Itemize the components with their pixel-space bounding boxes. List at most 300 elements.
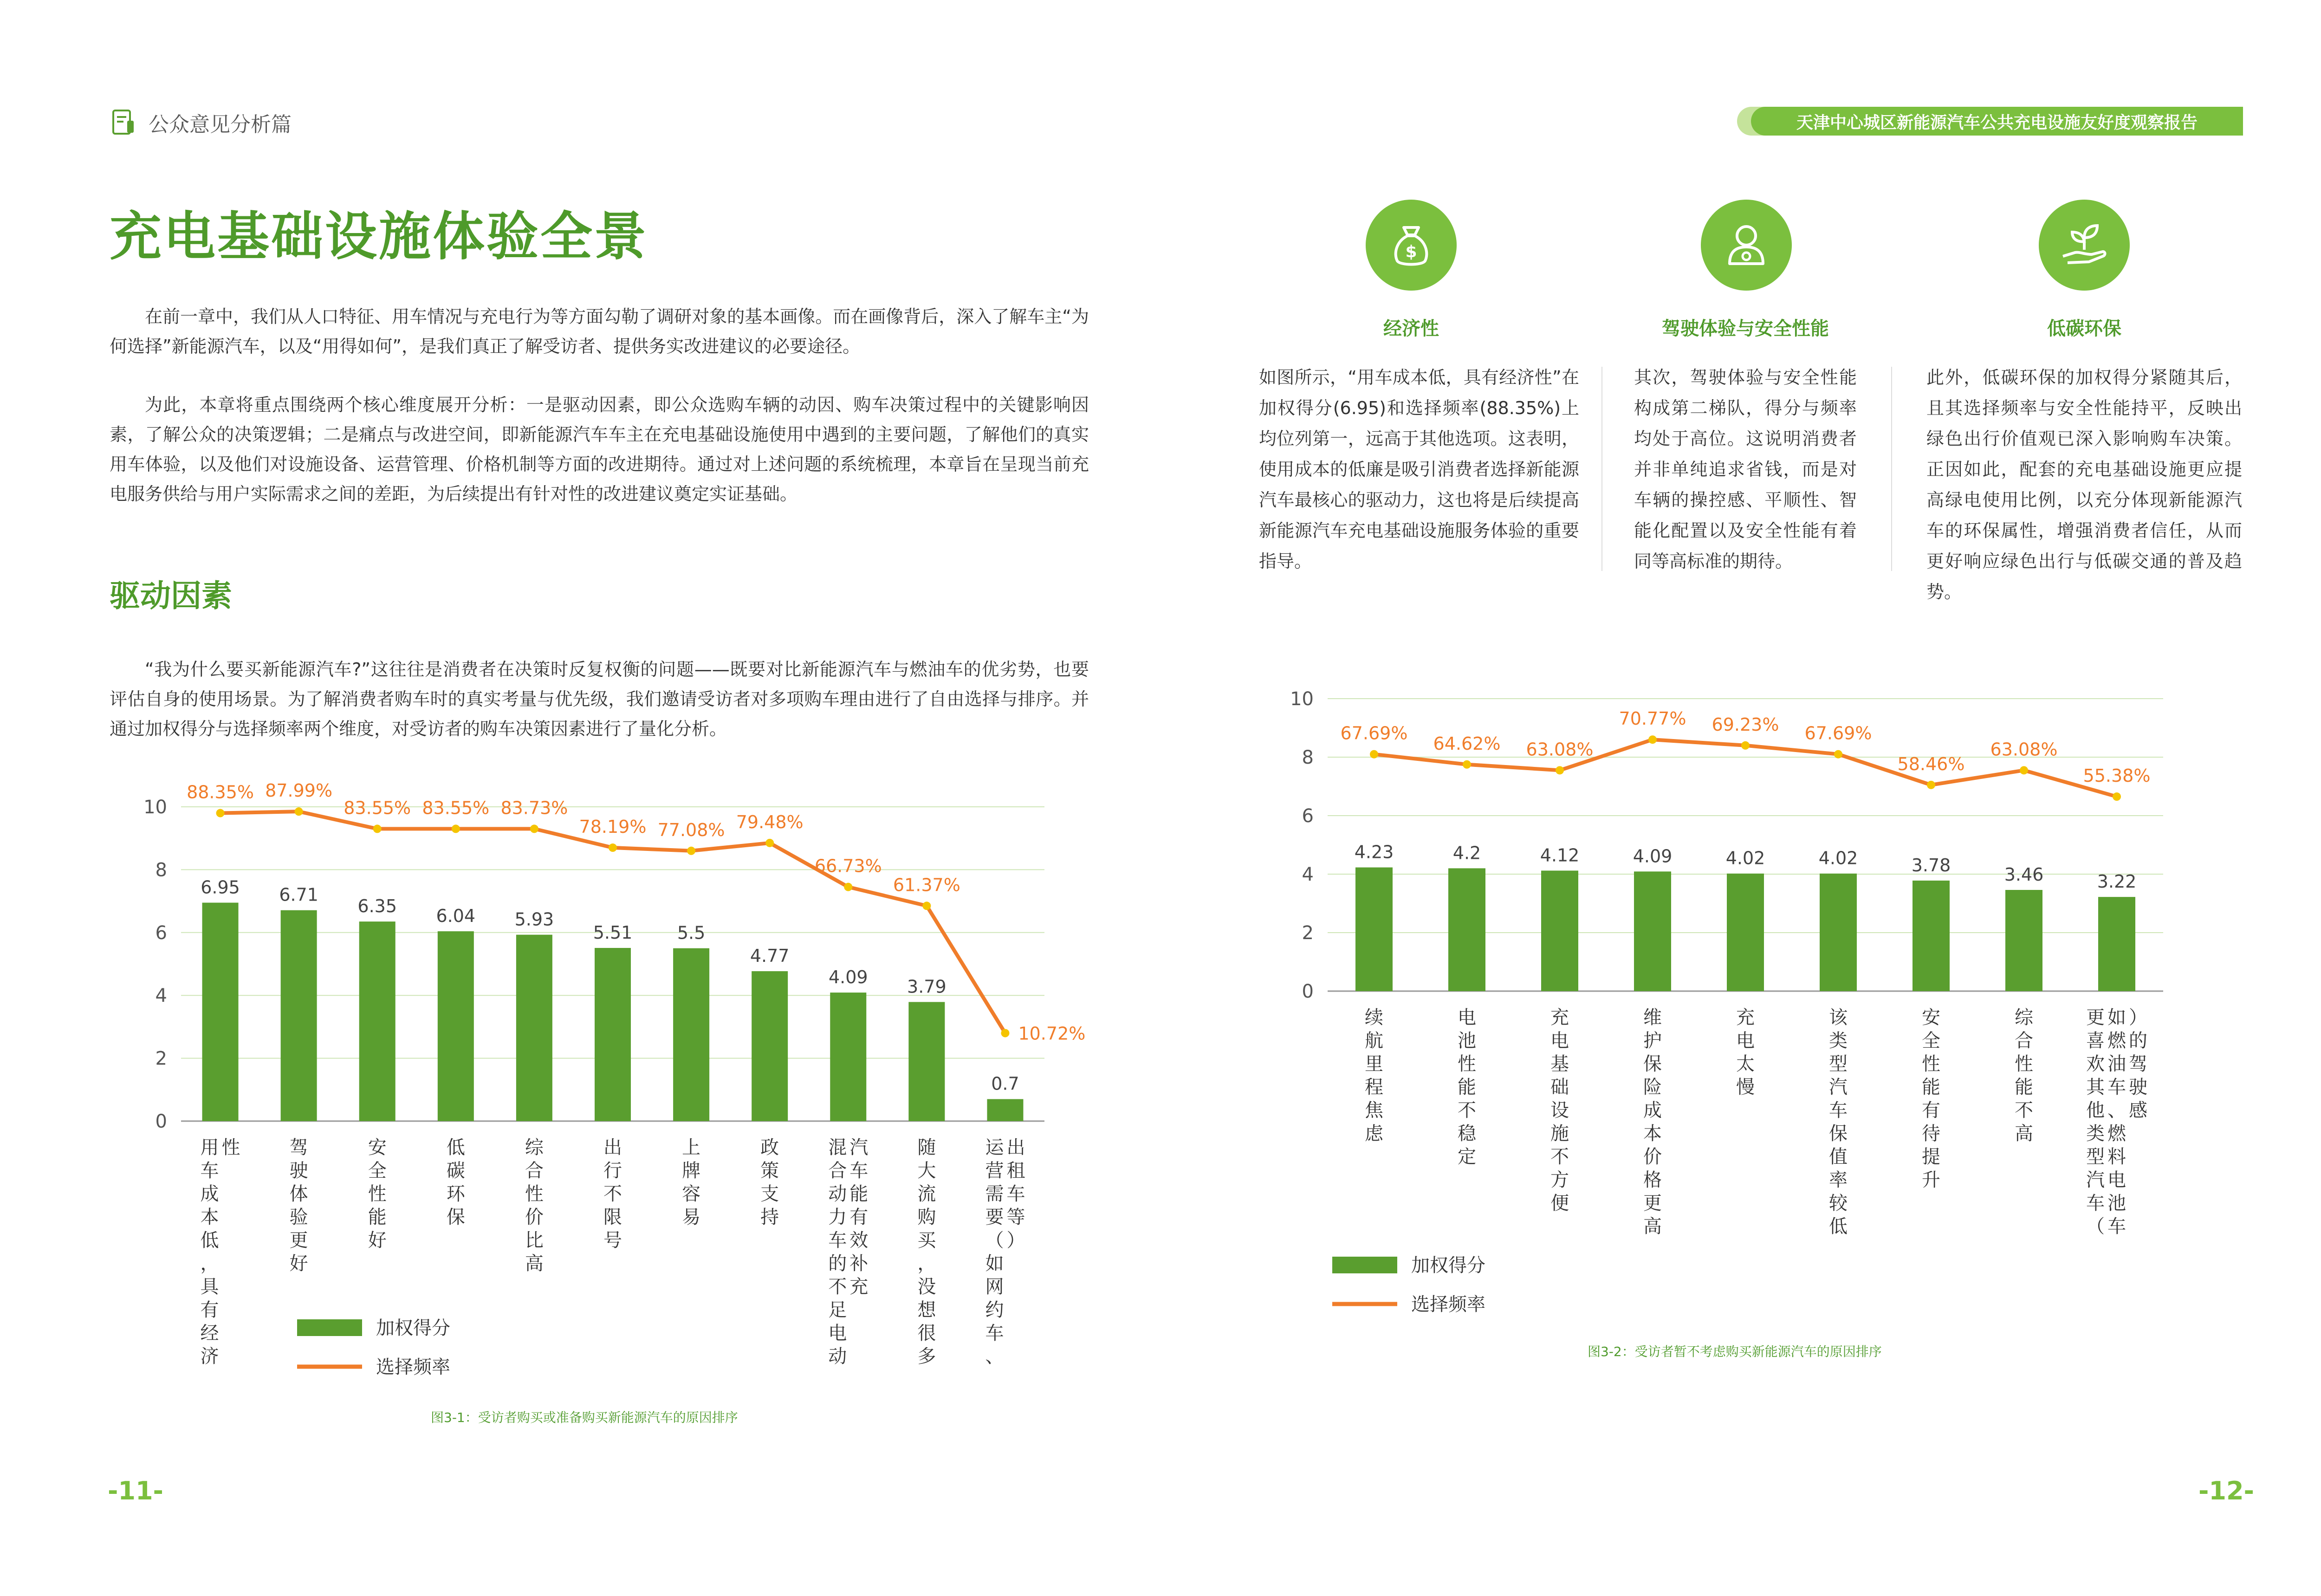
category-label-char: 类 <box>2086 1123 2105 1144</box>
category-label-char: 动 <box>828 1183 847 1205</box>
category-label-char: 车 <box>849 1160 869 1181</box>
bar-value-label: 4.12 <box>1540 845 1580 866</box>
category-label-char: 续 <box>1365 1007 1383 1028</box>
column-text-economy: 如图所示，“用车成本低，具有经济性”在加权得分(6.95)和选择频率(88.35%)上均位列第一，远高于其他选项。这表明，使用成本的低廉是吸引消费者选择新能源汽车最核心的驱动力，这也将是后续提高新能源汽车充电基础设施服务体验的重要指导。 <box>1259 367 1579 571</box>
y-tick-label: 6 <box>155 922 167 944</box>
bar-value-label: 3.79 <box>907 976 947 997</box>
category-label-char: 等 <box>1006 1207 1025 1228</box>
line-point <box>295 807 303 816</box>
category-label-char: 体 <box>289 1183 308 1205</box>
category-label-char: 驾 <box>289 1137 308 1158</box>
category-label-char: 想 <box>917 1299 936 1321</box>
category-label-char: 、 <box>985 1346 1004 1367</box>
category-label-char: 效 <box>849 1230 869 1251</box>
category-label-char: 合 <box>2015 1030 2033 1051</box>
bar <box>752 971 788 1121</box>
category-label-char: 具 <box>200 1276 219 1298</box>
bar <box>359 921 395 1121</box>
category-label <box>2015 1007 2034 1144</box>
category-label-char: 低 <box>1829 1216 1848 1237</box>
category-label-char: 支 <box>760 1183 779 1205</box>
column-title-economy: 经济性 <box>1383 318 1439 339</box>
category-label-char: 欢 <box>2086 1053 2105 1075</box>
line-value-label: 83.55% <box>344 798 411 818</box>
line-point <box>216 809 225 817</box>
category-label-char: 车 <box>2107 1077 2126 1098</box>
category-label-char: 不 <box>1550 1146 1569 1168</box>
category-label-char: 焦 <box>1365 1100 1383 1121</box>
page-number-right: -12- <box>2198 1476 2254 1505</box>
category-label-char: 上 <box>682 1137 701 1158</box>
category-label-char: 性 <box>1458 1053 1476 1075</box>
y-tick-label: 4 <box>155 985 167 1007</box>
svg-text:$: $ <box>1405 242 1417 261</box>
bar-value-label: 4.23 <box>1354 842 1394 863</box>
y-tick-label: 6 <box>1302 805 1314 827</box>
category-label-char: 能 <box>368 1207 387 1228</box>
bar <box>281 910 317 1121</box>
category-label-char: 不 <box>1458 1100 1476 1121</box>
category-label-char: 率 <box>1829 1169 1848 1191</box>
line-point <box>1648 735 1657 744</box>
category-label-char: 航 <box>1365 1030 1383 1051</box>
category-label-char: 虑 <box>1365 1123 1383 1144</box>
category-label-char: 补 <box>849 1253 869 1274</box>
line-point <box>452 824 460 833</box>
category-label <box>290 1137 308 1274</box>
category-label-char: ， <box>200 1253 219 1274</box>
y-tick-label: 8 <box>1302 747 1314 768</box>
category-label-char: 方 <box>1550 1169 1569 1191</box>
category-label-char: 好 <box>368 1230 387 1251</box>
category-label-char: 租 <box>1006 1160 1025 1181</box>
line-point <box>1834 750 1842 759</box>
category-label-char: 号 <box>603 1230 622 1251</box>
category-label-char: 如 <box>985 1253 1004 1274</box>
category-label-char: 充 <box>1550 1007 1569 1028</box>
category-label-char: 很 <box>917 1323 936 1344</box>
category-label-char: 策 <box>760 1160 779 1181</box>
line-value-label: 78.19% <box>579 817 647 837</box>
category-label-char: 更 <box>1643 1193 1662 1214</box>
category-label-char: 驶 <box>2129 1077 2147 1098</box>
category-label-char: 充 <box>1736 1007 1755 1028</box>
category-label <box>201 1137 240 1367</box>
category-label-char: 易 <box>682 1207 701 1228</box>
bar <box>438 931 474 1121</box>
category-label <box>985 1137 1025 1367</box>
category-label-char: 好 <box>289 1253 308 1274</box>
category-label-char: 车 <box>985 1323 1004 1344</box>
intro-paragraph-1: 在前一章中，我们从人口特征、用车情况与充电行为等方面勾勒了调研对象的基本画像。而在画像背后，深入了解车主“为何选择”新能源汽车，以及“用得如何”，是我们真正了解受访者、提供务实改进建议的必要途径。 <box>110 306 1089 357</box>
line-point <box>2113 792 2121 801</box>
category-label-char: 汽 <box>849 1137 869 1158</box>
category-label-char: 碳 <box>446 1160 465 1181</box>
category-label-char: 运 <box>985 1137 1004 1158</box>
line-point <box>922 902 931 910</box>
bar-value-label: 5.51 <box>593 922 633 943</box>
category-label-char: 设 <box>1550 1100 1569 1121</box>
money-bag-icon-circle <box>1366 200 1457 291</box>
category-label-char: ） <box>1006 1230 1025 1251</box>
line-point <box>2020 766 2028 774</box>
category-label-char: 性 <box>1922 1053 1940 1075</box>
category-label-char: 电 <box>2107 1169 2126 1191</box>
category-label-char: 、 <box>2107 1100 2126 1121</box>
driver-icon-circle <box>1701 200 1792 291</box>
y-tick-label: 2 <box>155 1048 167 1070</box>
category-label-char: 不 <box>2015 1100 2033 1121</box>
category-label-char: 购 <box>917 1207 936 1228</box>
category-label-char: 保 <box>446 1207 465 1228</box>
category-label-char: 喜 <box>2086 1030 2105 1051</box>
category-label-char: 本 <box>200 1207 219 1228</box>
category-label-char: 成 <box>1643 1100 1662 1121</box>
line-point <box>530 824 538 833</box>
category-label-char: 混 <box>828 1137 847 1158</box>
category-label-char: 出 <box>603 1137 622 1158</box>
category-label-char: 电 <box>1550 1030 1569 1051</box>
line-value-label: 69.23% <box>1712 714 1779 735</box>
category-label-char: 料 <box>2107 1146 2126 1168</box>
category-label <box>760 1137 779 1228</box>
category-label-char: 约 <box>985 1299 1004 1321</box>
category-label-char: 里 <box>1365 1053 1383 1075</box>
plant-hand-icon-circle <box>2039 200 2130 291</box>
line-point <box>373 824 382 833</box>
line-value-label: 58.46% <box>1897 753 1965 774</box>
category-label-char: 比 <box>525 1230 544 1251</box>
money-bag-icon <box>1383 217 1439 273</box>
category-label-char: 能 <box>1458 1077 1476 1098</box>
category-label <box>1643 1007 1662 1237</box>
y-tick-label: 8 <box>155 859 167 881</box>
category-label-char: 充 <box>849 1276 869 1298</box>
category-label-char: 大 <box>917 1160 936 1181</box>
category-label-char: 安 <box>1922 1007 1940 1028</box>
section-title: 驱动因素 <box>110 578 232 614</box>
bar-value-label: 4.02 <box>1725 848 1765 869</box>
driver-icon <box>1718 217 1774 273</box>
category-label-char: 提 <box>1922 1146 1940 1168</box>
category-label-char: 买 <box>917 1230 936 1251</box>
category-label-char: 性 <box>368 1183 387 1205</box>
category-label <box>1550 1007 1569 1214</box>
bar <box>1820 874 1857 991</box>
report-title-banner: 天津中心城区新能源汽车公共充电设施友好度观察报告 <box>1751 107 2243 136</box>
line-value-label: 87.99% <box>265 780 333 801</box>
category-label-char: 性 <box>525 1183 544 1205</box>
legend-bar-label: 加权得分 <box>376 1317 450 1339</box>
line-value-label: 77.08% <box>657 819 725 840</box>
category-label-char: 险 <box>1643 1077 1662 1098</box>
category-label-char: 类 <box>1829 1030 1848 1051</box>
line-value-label: 67.69% <box>1340 723 1408 744</box>
category-label-char: 待 <box>1922 1123 1940 1144</box>
bar <box>2098 897 2135 991</box>
category-label-char: 型 <box>1829 1053 1848 1075</box>
category-label-char: 有 <box>200 1299 219 1321</box>
category-label-char: 稳 <box>1458 1123 1476 1144</box>
column-divider <box>1601 367 1602 571</box>
category-label-char: 基 <box>1550 1053 1569 1075</box>
category-label-char: 燃 <box>2107 1030 2126 1051</box>
category-label-char: 维 <box>1643 1007 1662 1028</box>
page-number-left: -11- <box>108 1476 163 1505</box>
category-label-char: 池 <box>1458 1030 1476 1051</box>
category-label-char: 流 <box>917 1183 936 1205</box>
category-label-char: 保 <box>1829 1123 1848 1144</box>
line-value-label: 67.69% <box>1804 723 1872 744</box>
section-paragraph: “我为什么要买新能源汽车?”这往往是消费者在决策时反复权衡的问题——既要对比新能源汽车与燃油车的优劣势，也要评估自身的使用场景。为了解消费者购车时的真实考量与优先级，我们邀请受访者对多项购车理由进行了自由选择与排序。并通过加权得分与选择频率两个维度，对受访者的购车决策因素进行了量化分析。 <box>110 659 1089 739</box>
y-tick-label: 10 <box>1290 688 1314 710</box>
bar <box>1448 868 1485 991</box>
category-label <box>1458 1007 1477 1168</box>
category-label-char: 更 <box>289 1230 308 1251</box>
category-label-char: 足 <box>828 1299 847 1321</box>
category-label-char: 高 <box>2015 1123 2033 1144</box>
section-header <box>111 108 292 137</box>
category-label-char: 电 <box>1736 1030 1755 1051</box>
category-label-char: 全 <box>368 1160 387 1181</box>
category-label-char: 牌 <box>682 1160 701 1181</box>
line-value-label: 79.48% <box>736 811 804 832</box>
category-label <box>682 1137 700 1228</box>
category-label <box>828 1137 868 1367</box>
y-tick-label: 10 <box>143 797 167 818</box>
y-tick-label: 0 <box>1302 981 1314 1002</box>
plant-hand-icon <box>2056 217 2112 273</box>
line-value-label: 55.38% <box>2083 766 2151 786</box>
bar <box>1727 874 1764 991</box>
category-label-char: 高 <box>1643 1216 1662 1237</box>
category-label-char: 他 <box>2086 1100 2105 1121</box>
category-label-char: 汽 <box>2086 1169 2105 1191</box>
category-label-char: 经 <box>200 1323 219 1344</box>
category-label-char: 格 <box>1643 1169 1662 1191</box>
category-label <box>1922 1007 1940 1191</box>
document-icon <box>111 109 136 136</box>
category-label-char: 没 <box>917 1276 936 1298</box>
category-label-char: 环 <box>446 1183 465 1205</box>
bar <box>516 935 552 1121</box>
category-label-char: 较 <box>1829 1193 1848 1214</box>
line-point <box>1463 760 1471 769</box>
category-label-char: 低 <box>446 1137 465 1158</box>
category-label-char: ， <box>917 1253 936 1274</box>
chart-purchase-reasons <box>121 771 1086 1439</box>
line-point <box>844 883 852 891</box>
chart-2-caption: 图3-2：受访者暂不考虑购买新能源汽车的原因排序 <box>1588 1344 1882 1359</box>
category-label-char: 车 <box>1829 1100 1848 1121</box>
line-value-label: 63.08% <box>1990 739 2058 760</box>
category-label-char: 济 <box>200 1346 219 1367</box>
bar-value-label: 4.09 <box>828 967 868 988</box>
line-value-label: 66.73% <box>814 856 882 876</box>
bar <box>2005 890 2042 991</box>
bar-value-label: 5.93 <box>514 909 554 930</box>
category-label-char: ） <box>2129 1007 2147 1028</box>
line-value-label: 63.08% <box>1526 739 1594 760</box>
category-label-char: 能 <box>1922 1077 1940 1098</box>
bar-value-label: 5.5 <box>677 922 706 943</box>
category-label-char: 营 <box>985 1160 1004 1181</box>
bar <box>1541 870 1578 991</box>
bar-value-label: 3.46 <box>2004 864 2044 885</box>
category-label-char: 安 <box>368 1137 387 1158</box>
category-label-char: 多 <box>917 1346 936 1367</box>
category-label-char: 车 <box>828 1230 847 1251</box>
category-label-char: 容 <box>682 1183 701 1205</box>
category-label-char: 验 <box>289 1207 308 1228</box>
line-value-label: 64.62% <box>1433 733 1501 754</box>
category-label-char: 便 <box>1550 1193 1569 1214</box>
column-title-driving-safety: 驾驶体验与安全性能 <box>1662 318 1829 339</box>
category-label-char: 汽 <box>1829 1077 1848 1098</box>
page-title: 充电基础设施体验全景 <box>110 207 648 267</box>
bar-value-label: 6.35 <box>357 896 397 917</box>
line-point <box>687 847 695 855</box>
category-label-char: 慢 <box>1736 1077 1755 1098</box>
category-label-char: 有 <box>1922 1100 1940 1121</box>
legend-bar-swatch <box>297 1319 362 1336</box>
category-label-char: 价 <box>1643 1146 1662 1168</box>
bar <box>830 993 866 1121</box>
bar-value-label: 6.04 <box>436 906 476 927</box>
bar-value-label: 3.22 <box>2097 871 2137 892</box>
category-label-char: 的 <box>828 1253 847 1274</box>
category-label-char: 太 <box>1736 1053 1755 1075</box>
category-label-char: 油 <box>2107 1053 2126 1075</box>
bar-value-label: 4.09 <box>1633 846 1673 867</box>
category-label-char: 政 <box>760 1137 779 1158</box>
category-label-char: 低 <box>200 1230 219 1251</box>
bar <box>1634 871 1671 991</box>
category-label-char: 不 <box>828 1276 847 1298</box>
line-point <box>765 839 774 847</box>
bar-value-label: 6.71 <box>279 884 318 905</box>
category-label <box>1365 1007 1384 1144</box>
category-label <box>447 1137 466 1228</box>
category-label-char: 型 <box>2086 1146 2105 1168</box>
category-label-char: 驶 <box>289 1160 308 1181</box>
bar <box>1355 868 1393 991</box>
category-label-char: （ <box>2086 1216 2105 1237</box>
category-label-char: 性 <box>2015 1053 2033 1075</box>
bar-value-label: 3.78 <box>1911 855 1951 876</box>
category-label-char: 程 <box>1365 1077 1383 1098</box>
category-label-char: 感 <box>2129 1100 2147 1121</box>
category-label-char: 成 <box>200 1183 219 1205</box>
category-label <box>2086 1007 2147 1237</box>
category-label-char: 的 <box>2129 1030 2147 1051</box>
category-label-char: 全 <box>1922 1030 1940 1051</box>
category-label <box>525 1137 544 1274</box>
chart-1-caption: 图3-1：受访者购买或准备购买新能源汽车的原因排序 <box>431 1410 738 1425</box>
y-tick-label: 2 <box>1302 922 1314 944</box>
bar <box>202 902 239 1121</box>
category-label-char: 值 <box>1829 1146 1848 1168</box>
category-label-char: 该 <box>1829 1007 1848 1028</box>
bar-value-label: 4.77 <box>750 946 790 967</box>
category-label-char: 车 <box>200 1160 219 1181</box>
category-label <box>368 1137 387 1251</box>
category-label-char: 价 <box>525 1207 544 1228</box>
category-label-char: 能 <box>849 1183 869 1205</box>
category-label <box>1736 1007 1755 1098</box>
y-tick-label: 4 <box>1302 864 1314 885</box>
bar <box>595 948 631 1121</box>
column-title-low-carbon: 低碳环保 <box>2047 318 2121 339</box>
y-tick-label: 0 <box>155 1111 167 1132</box>
category-label-char: 综 <box>2015 1007 2033 1028</box>
legend-line-label: 选择频率 <box>376 1356 450 1378</box>
category-label-char: 保 <box>1643 1053 1662 1075</box>
line-value-label: 88.35% <box>187 782 254 803</box>
line-value-label: 10.72% <box>1018 1023 1086 1044</box>
line-point <box>1927 781 1935 789</box>
line-point <box>1370 750 1378 759</box>
category-label-char: 需 <box>985 1183 1004 1205</box>
category-label-char: 合 <box>525 1160 544 1181</box>
section-label: 公众意见分析篇 <box>149 113 292 136</box>
category-label <box>603 1137 622 1251</box>
category-label-char: 要 <box>985 1207 1004 1228</box>
bar-value-label: 4.02 <box>1818 848 1858 869</box>
category-label-char: 施 <box>1550 1123 1569 1144</box>
category-label <box>1829 1007 1848 1237</box>
column-text-low-carbon: 此外，低碳环保的加权得分紧随其后，且其选择频率与安全性能持平，反映出绿色出行价值观已深入影响购车决策。正因如此，配套的充电基础设施更应提高绿电使用比例，以充分体现新能源汽车的环保属性，增强消费者信任，从而更好响应绿色出行与低碳交通的普及趋势。 <box>1926 367 2242 602</box>
line-point <box>1556 766 1564 774</box>
category-label-char: 力 <box>828 1207 847 1228</box>
category-label-char: 动 <box>828 1346 847 1367</box>
column-divider <box>1891 367 1892 571</box>
category-label-char: 高 <box>525 1253 544 1274</box>
category-label-char: 随 <box>917 1137 936 1158</box>
category-label-char: 限 <box>603 1207 622 1228</box>
category-label-char: 其 <box>2086 1077 2105 1098</box>
category-label-char: 如 <box>2107 1007 2126 1028</box>
line-point <box>609 843 617 852</box>
category-label-char: 综 <box>525 1137 544 1158</box>
category-label-char: 车 <box>1006 1183 1025 1205</box>
line-value-label: 61.37% <box>893 875 960 895</box>
bar <box>908 1002 945 1121</box>
line-value-label: 83.55% <box>422 798 490 818</box>
category-label-char: 有 <box>849 1207 869 1228</box>
category-label-char: 车 <box>2107 1216 2126 1237</box>
category-label-char: 出 <box>1006 1137 1025 1158</box>
category-label-char: （ <box>985 1230 1004 1251</box>
category-label-char: 不 <box>603 1183 622 1205</box>
category-label-char: 升 <box>1922 1169 1940 1191</box>
category-label-char: 能 <box>2015 1077 2033 1098</box>
category-label <box>917 1137 936 1367</box>
category-label-char: 础 <box>1550 1077 1569 1098</box>
chart-non-purchase-reasons <box>1281 668 2237 1356</box>
line-value-label: 83.73% <box>500 798 568 818</box>
line-point <box>1741 741 1750 750</box>
legend-line-label: 选择频率 <box>1411 1294 1485 1315</box>
category-label-char: 合 <box>828 1160 847 1181</box>
category-label-char: 电 <box>1458 1007 1476 1028</box>
category-label-char: 用 <box>200 1137 219 1158</box>
intro-paragraph-2: 为此，本章将重点围绕两个核心维度展开分析：一是驱动因素，即公众选购车辆的动因、购车决策过程中的关键影响因素，了解公众的决策逻辑；二是痛点与改进空间，即新能源汽车车主在充电基础设施使用中遇到的主要问题，了解他们的真实用车体验，以及他们对设施设备、运营管理、价格机制等方面的改进期待。通过对上述问题的系统梳理，本章旨在呈现当前充电服务供给与用户实际需求之间的差距，为后续提出有针对性的改进建议奠定实证基础。 <box>110 395 1089 504</box>
category-label-char: 驾 <box>2129 1053 2147 1075</box>
bar <box>673 948 709 1121</box>
category-label-char: 车 <box>2086 1193 2105 1214</box>
category-label-char: 行 <box>603 1160 622 1181</box>
